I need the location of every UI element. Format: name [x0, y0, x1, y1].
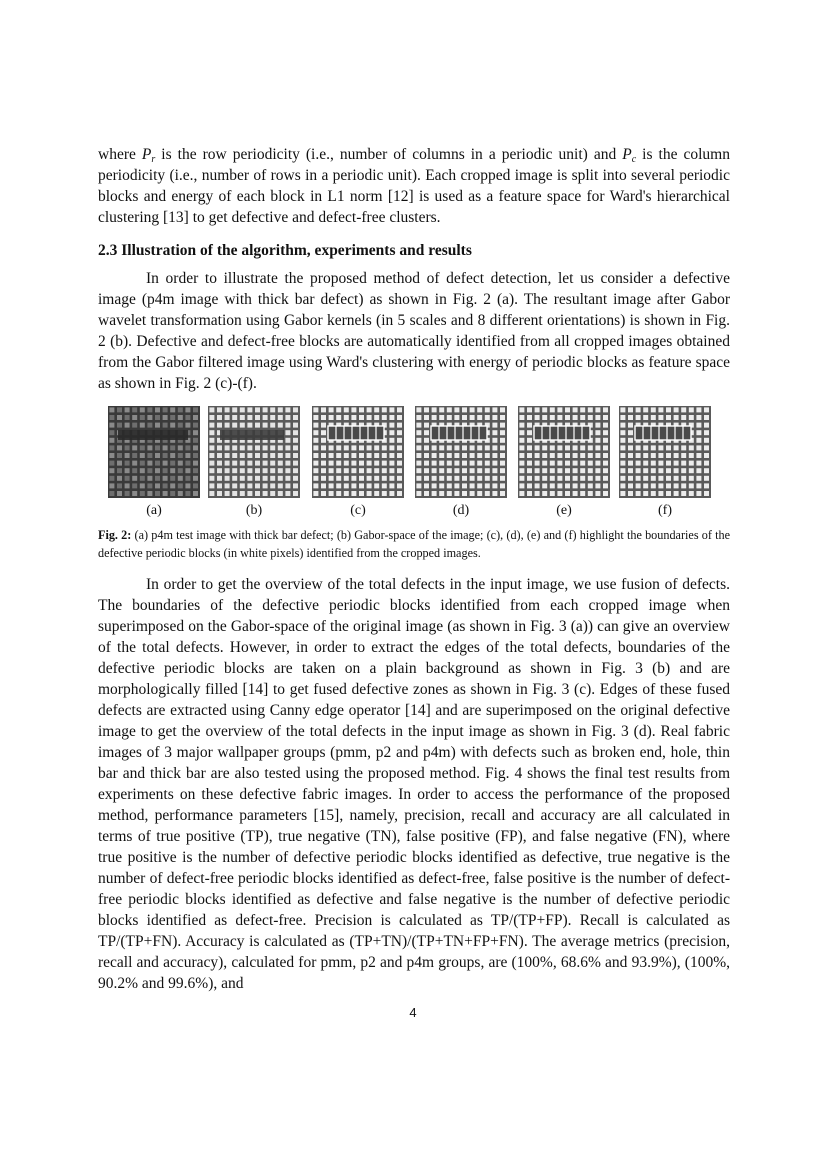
page-number: 4: [409, 1005, 417, 1020]
fabric-image: [619, 406, 711, 498]
paragraph-illustration: In order to illustrate the proposed method of defect detection, let us consider a defective image (p4m image with thick bar defect) as shown in Fig. 2 (a). The resultant image after Gabor wavelet transformation using Gabor kernels (in 5 scales and 8 different orientations) is shown in Fig. 2 (b). Defective and defect-free blocks are automatically identified from all cropped images obtained from the Gabor filtered image using Ward's clustering with energy of periodic blocks as feature space as shown in Fig. 2 (c)-(f).: [98, 270, 730, 392]
fabric-image: [415, 406, 507, 498]
panel-label: (a): [146, 503, 162, 518]
text-run: where: [98, 146, 142, 163]
caption-text: (a) p4m test image with thick bar defect; (b) Gabor-space of the image; (c), (d), (e) and (f) highlight the boundaries of the defective periodic blocks (in white pixels) identified from the cropped images.: [98, 528, 731, 560]
panel-label: (c): [350, 503, 366, 518]
fabric-image: [108, 406, 200, 498]
section-heading: 2.3 Illustration of the algorithm, experiments and results: [98, 242, 472, 259]
figure-panel: [208, 406, 300, 519]
panel-label: (f): [658, 503, 672, 518]
text-run: is the row periodicity (i.e., number of columns in a periodic unit) and: [155, 146, 623, 163]
paragraph-intro: [98, 144, 730, 228]
fabric-image: [518, 406, 610, 498]
fabric-image: [208, 406, 300, 498]
page-body: [98, 144, 730, 994]
figure-panel: [518, 406, 610, 519]
figure-caption: [98, 526, 730, 562]
text-run: is the column periodicity (i.e., number of rows in a periodic unit). Each cropped image is split into several periodic blocks and energy of each block in L1 norm [12] is used as a feature space for Ward's hierarchical clustering [13] to get defective and defect-free clusters.: [98, 146, 730, 226]
figure-panel: [312, 406, 404, 519]
subscript-r: r: [151, 154, 156, 165]
figure-panel: [108, 406, 200, 519]
figure-2: [98, 406, 730, 526]
panel-label: (b): [245, 503, 263, 518]
symbol-p: P: [622, 146, 632, 163]
panel-label: (d): [452, 503, 470, 518]
figure-panel: [415, 406, 507, 519]
fabric-image: [312, 406, 404, 498]
panel-label: (e): [556, 503, 572, 518]
symbol-p: P: [141, 146, 152, 163]
paragraph-fusion: In order to get the overview of the total defects in the input image, we use fusion of defects. The boundaries of the defective periodic blocks identified from each cropped image when superimposed on the Gabor-space of the original image (as shown in Fig. 3 (a)) can give an overview of the total defects. However, in order to extract the edges of the total defects, boundaries of the defective periodic blocks are taken on a plain background as shown in Fig. 3 (b) and are morphologically filled [14] to get fused defective zones as shown in Fig. 3 (c). Edges of these fused defects are extracted using Canny edge operator [14] and are superimposed on the original defective image to get the overview of the total defects in the input image as shown in Fig. 3 (d). Real fabric images of 3 major wallpaper groups (pmm, p2 and p4m) with defects such as broken end, hole, thin bar and thick bar are also tested using the proposed method. Fig. 4 shows the final test results from experiments on these defective fabric images. In order to access the performance of the proposed method, performance parameters [15], namely, precision, recall and accuracy are all calculated in terms of true positive (TP), true negative (TN), false positive (FP), and false negative (FN), where true positive is the number of defective periodic blocks identified as defective, true negative is the number of defect-free periodic blocks identified as defect-free, false positive is the number of defect-free periodic blocks identified as defective and false negative is the number of defective periodic blocks identified as defect-free. Precision is calculated as TP/(TP+FP). Recall is calculated as TP/(TP+FN). Accuracy is calculated as (TP+TN)/(TP+TN+FP+FN). The average metrics (precision, recall and accuracy), calculated for pmm, p2 and p4m groups, are (100%, 68.6% and 93.9%), (100%, 90.2% and 99.6%), and: [98, 576, 730, 992]
subscript-c: c: [631, 154, 637, 165]
caption-label: Fig. 2:: [98, 528, 132, 542]
figure-panel: [619, 406, 711, 519]
